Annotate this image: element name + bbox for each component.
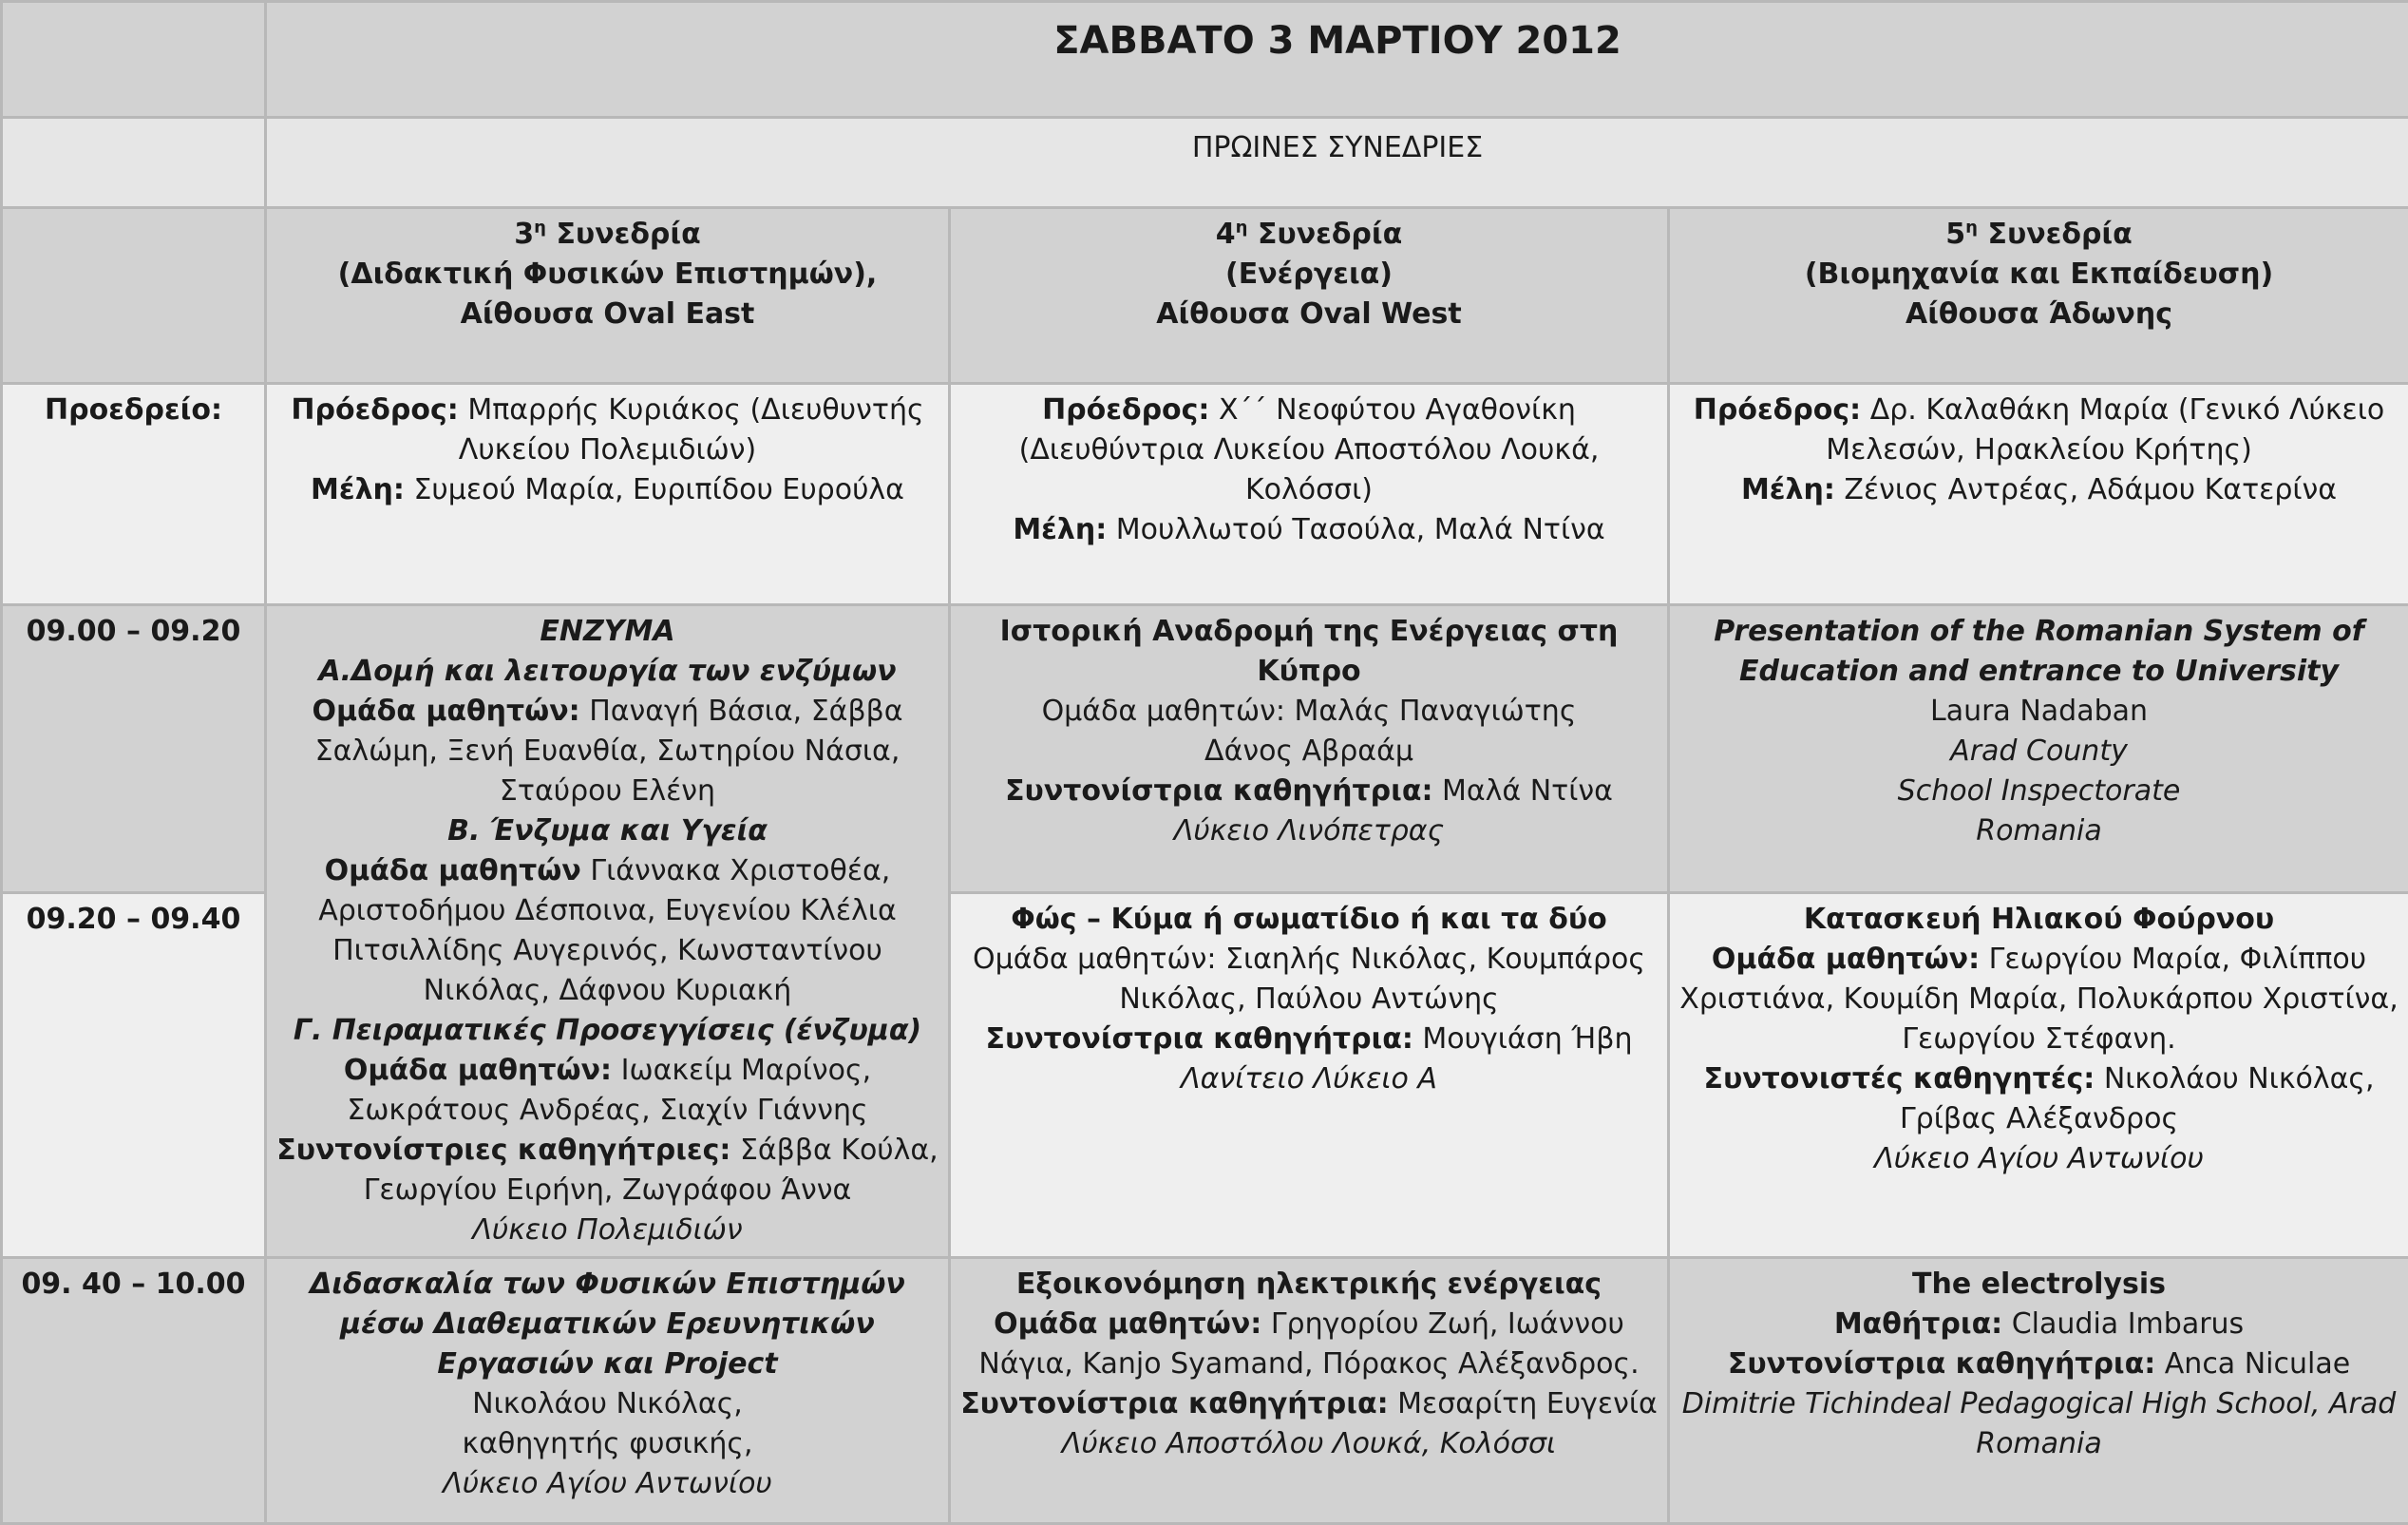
speaker-role: καθηγητής φυσικής, — [462, 1427, 753, 1460]
session-corner-cell — [2, 208, 266, 384]
team-label: Ομάδα μαθητών — [324, 854, 581, 887]
corner-cell — [2, 2, 266, 118]
session-topic: (Ενέργεια) — [1225, 257, 1393, 291]
presidium-session-4 — [950, 384, 1669, 605]
coord-names: Μεσαρίτη Ευγενία — [1397, 1387, 1658, 1420]
talk-subtitle: Α.Δομή και λειτουργία των ενζύμων — [318, 655, 897, 688]
school-name: Dimitrie Tichindeal Pedagogical High School, Arad Romania — [1681, 1387, 2397, 1460]
time-slot-1: 09.00 – 09.20 — [2, 605, 266, 893]
session-topic: (Βιομηχανία και Εκπαίδευση) — [1804, 257, 2274, 291]
team-names: Γεωργίου Μαρία, Φιλίππου Χριστιάνα, Κουμίδη Μαρία, Πολυκάρπου Χριστίνα, Γεωργίου Στέφανη. — [1679, 943, 2399, 1057]
school-name: Λανίτειο Λύκειο Α — [1181, 1062, 1437, 1096]
session-ordinal: η — [534, 218, 546, 238]
session-hall: Αίθουσα Άδωνης — [1906, 297, 2173, 331]
s3-talk-3 — [266, 1258, 950, 1524]
session-number: 3 — [514, 218, 535, 251]
s3-enzymes-block — [266, 605, 950, 1258]
team-label: Ομάδα μαθητών: — [1711, 943, 1981, 977]
s5-talk-3 — [1669, 1258, 2408, 1524]
school-name: Λύκειο Λινόπετρας — [1173, 814, 1445, 848]
school-name: Λύκειο Πολεμιδιών — [472, 1213, 743, 1247]
coord-names: Μουγιάση Ήβη — [1422, 1022, 1633, 1057]
speaker-country: Romania — [1976, 814, 2102, 848]
chair-label: Πρόεδρος: — [1693, 393, 1862, 427]
session-ordinal: η — [1965, 218, 1978, 238]
s5-talk-2 — [1669, 893, 2408, 1258]
chair-name: Δρ. Καλαθάκη Μαρία (Γενικό Λύκειο Μελεσών, Ηρακλείου Κρήτης) — [1826, 393, 2385, 467]
team-names-cont: Δάνος Αβραάμ — [1204, 734, 1413, 768]
session-word: Συνεδρία — [1257, 218, 1403, 251]
team-names: Ομάδα μαθητών: Μαλάς Παναγιώτης — [1041, 695, 1577, 728]
members-label: Μέλη: — [1013, 513, 1108, 546]
members-names: Συμεού Μαρία, Ευριπίδου Ευρούλα — [413, 473, 904, 506]
team-names: Ομάδα μαθητών: Σιαηλής Νικόλας, Κουμπάρος Νικόλας, Παύλου Αντώνης — [973, 943, 1645, 1017]
school-name: Λύκειο Αγίου Αντωνίου — [443, 1467, 772, 1500]
coord-names: Νικολάου Νικόλας, Γρίβας Αλέξανδρος — [1899, 1062, 2375, 1136]
session-topic: (Διδακτική Φυσικών Επιστημών), — [337, 257, 878, 291]
talk-title: Διδασκαλία των Φυσικών Επιστημών μέσω Διαθεματικών Ερευνητικών Εργασιών και Project — [310, 1268, 905, 1381]
chair-name: Χ΄΄ Νεοφύτου Αγαθονίκη (Διευθύντρια Λυκείου Αποστόλου Λουκά, Κολόσσι) — [1018, 393, 1600, 506]
morning-label-cell — [266, 118, 2408, 208]
talk-subtitle: Β. Ένζυμα και Υγεία — [447, 814, 768, 848]
student-name: Claudia Imbarus — [2011, 1307, 2245, 1341]
student-label: Μαθήτρια: — [1833, 1307, 2003, 1341]
team-names: Ιωακείμ Μαρίνος, Σωκράτους Ανδρέας, Σιαχίν Γιάννης — [347, 1054, 872, 1127]
session-hall: Αίθουσα Oval East — [460, 297, 755, 331]
speaker-name: Laura Nadaban — [1929, 695, 2149, 728]
speaker-name: Νικολάου Νικόλας, — [472, 1387, 743, 1420]
day-title: ΣΑΒΒΑΤΟ 3 ΜΑΡΤΙΟΥ 2012 — [1053, 19, 1621, 63]
team-label: Ομάδα μαθητών: — [312, 695, 580, 728]
coord-label: Συντονίστρια καθηγήτρια: — [1727, 1347, 2156, 1381]
session-word: Συνεδρία — [1987, 218, 2133, 251]
talk-title: Φώς – Κύμα ή σωματίδιο ή και τα δύο — [1011, 903, 1607, 937]
members-label: Μέλη: — [1740, 473, 1835, 506]
speaker-org: Arad County — [1950, 734, 2128, 768]
time-slot-3: 09. 40 – 10.00 — [2, 1258, 266, 1524]
members-label: Μέλη: — [311, 473, 405, 506]
morning-label: ΠΡΩΙΝΕΣ ΣΥΝΕΔΡΙΕΣ — [1191, 131, 1484, 164]
talk-title: Presentation of the Romanian System of Education and entrance to University — [1714, 615, 2364, 688]
coord-names: Σάββα Κούλα, Γεωργίου Ειρήνη, Ζωγράφου Άννα — [363, 1134, 939, 1207]
talk-title: The electrolysis — [1912, 1268, 2166, 1301]
team-label: Ομάδα μαθητών: — [994, 1307, 1262, 1341]
coord-label: Συντονίστρια καθηγήτρια: — [985, 1022, 1413, 1057]
coord-label: Συντονίστρια καθηγήτρια: — [1005, 774, 1433, 808]
talk-title: Εξοικονόμηση ηλεκτρικής ενέργειας — [1015, 1268, 1602, 1301]
team-label: Ομάδα μαθητών: — [343, 1054, 613, 1087]
team-names: Γρηγορίου Ζωή, Ιωάννου Νάγια, Kanjo Syamand, Πόρακος Αλέξανδρος. — [978, 1307, 1640, 1381]
team-names: Παναγή Βάσια, Σάββα Σαλώμη, Ξενή Ευανθία, Σωτηρίου Νάσια, Σταύρου Ελένη — [314, 695, 903, 808]
s5-talk-1 — [1669, 605, 2408, 893]
chair-label: Πρόεδρος: — [291, 393, 459, 427]
day-title-cell — [266, 2, 2408, 118]
session-number: 5 — [1945, 218, 1966, 251]
session-hall: Αίθουσα Oval West — [1156, 297, 1462, 331]
coord-names: Μαλά Ντίνα — [1442, 774, 1613, 808]
team-names: Γιάννακα Χριστοθέα, Αριστοδήμου Δέσποινα, Ευγενίου Κλέλια Πιτσιλλίδης Αυγερινός, Κωνσταντίνου Νικόλας, Δάφνου Κυριακή — [318, 854, 897, 1007]
s4-talk-2 — [950, 893, 1669, 1258]
school-name: Λύκειο Αγίου Αντωνίου — [1874, 1142, 2204, 1176]
session-header-4 — [950, 208, 1669, 384]
s4-talk-1 — [950, 605, 1669, 893]
talk-title: Ιστορική Αναδρομή της Ενέργειας στη Κύπρο — [999, 615, 1619, 688]
talk-title: ΕΝΖΥΜΑ — [540, 615, 675, 648]
talk-subtitle: Γ. Πειραματικές Προσεγγίσεις (ένζυμα) — [293, 1014, 922, 1047]
presidium-session-3 — [266, 384, 950, 605]
session-ordinal: η — [1235, 218, 1248, 238]
session-header-3 — [266, 208, 950, 384]
speaker-org: School Inspectorate — [1897, 774, 2181, 808]
talk-title: Κατασκευή Ηλιακού Φούρνου — [1803, 903, 2275, 937]
coord-label: Συντονίστρια καθηγήτρια: — [960, 1387, 1389, 1420]
time-slot-2: 09.20 – 09.40 — [2, 893, 266, 1258]
coord-label: Συντονιστές καθηγητές: — [1703, 1062, 2095, 1096]
presidium-session-5 — [1669, 384, 2408, 605]
coord-label: Συντονίστριες καθηγήτριες: — [276, 1134, 731, 1167]
s4-talk-3 — [950, 1258, 1669, 1524]
session-word: Συνεδρία — [556, 218, 701, 251]
members-names: Μουλλωτού Τασούλα, Μαλά Ντίνα — [1115, 513, 1605, 546]
school-name: Λύκειο Αποστόλου Λουκά, Κολόσσι — [1061, 1427, 1557, 1460]
morning-corner-cell — [2, 118, 266, 208]
members-names: Ζένιος Αντρέας, Αδάμου Κατερίνα — [1844, 473, 2338, 506]
session-number: 4 — [1215, 218, 1236, 251]
coord-names: Anca Niculae — [2164, 1347, 2351, 1381]
chair-label: Πρόεδρος: — [1042, 393, 1210, 427]
presidium-label: Προεδρείο: — [2, 384, 266, 605]
session-header-5 — [1669, 208, 2408, 384]
chair-name: Μπαρρής Κυριάκος (Διευθυντής Λυκείου Πολεμιδιών) — [458, 393, 924, 467]
